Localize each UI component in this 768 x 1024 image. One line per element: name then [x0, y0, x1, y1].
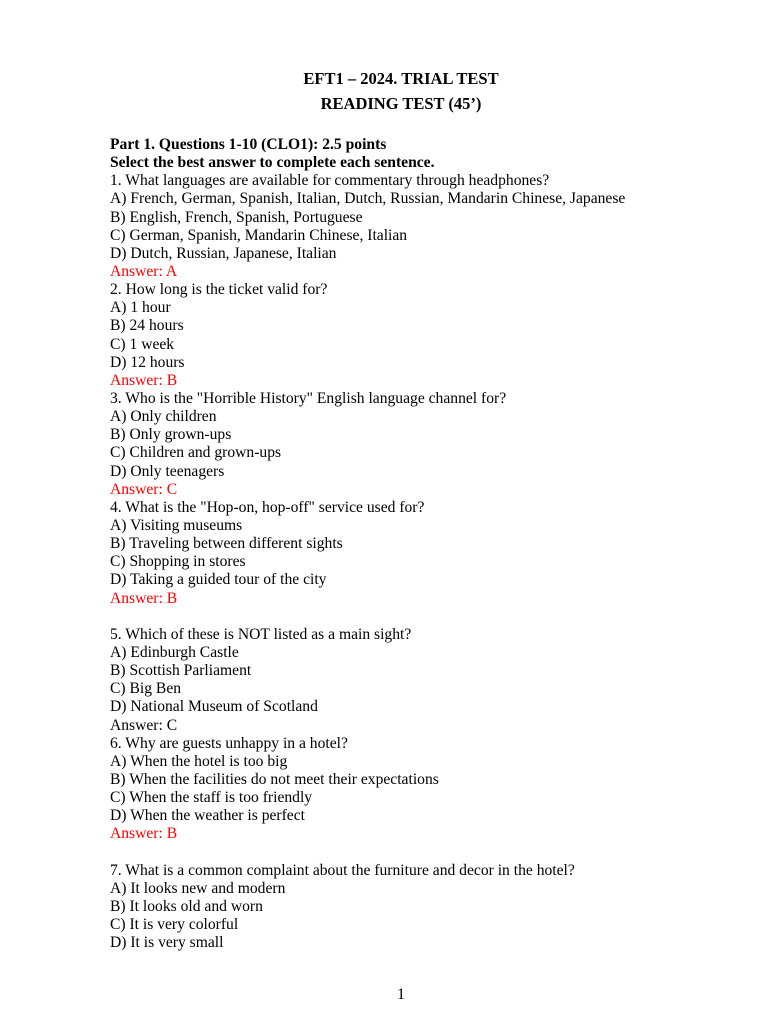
question-text: 5. Which of these is NOT listed as a main sight?	[110, 625, 412, 643]
option-d: D) Dutch, Russian, Japanese, Italian	[110, 244, 337, 262]
option-a: A) 1 hour	[110, 299, 171, 317]
paragraph-spacer	[110, 843, 730, 861]
question-text: 2. How long is the ticket valid for?	[110, 281, 328, 299]
option-c: C) It is very colorful	[110, 916, 239, 934]
option-c: C) Shopping in stores	[110, 553, 246, 571]
answer-key: Answer: B	[110, 371, 178, 389]
answer-key: Answer: A	[110, 262, 178, 280]
answer-key: Answer: C	[110, 716, 178, 734]
question-block	[110, 626, 730, 735]
option-a: A) Only children	[110, 408, 217, 426]
option-b: B) It looks old and worn	[110, 897, 263, 915]
option-b: B) Scottish Parliament	[110, 662, 252, 680]
question-block	[110, 172, 730, 281]
option-c: C) Big Ben	[110, 680, 182, 698]
question-text: 6. Why are guests unhappy in a hotel?	[110, 734, 348, 752]
question-text: 7. What is a common complaint about the furniture and decor in the hotel?	[110, 861, 575, 879]
option-b: B) 24 hours	[110, 317, 184, 335]
answer-key: Answer: C	[110, 480, 178, 498]
paragraph-spacer	[110, 608, 730, 626]
question-block	[110, 390, 730, 499]
option-d: D) 12 hours	[110, 353, 185, 371]
option-d: D) Only teenagers	[110, 462, 225, 480]
option-a: A) It looks new and modern	[110, 879, 286, 897]
option-a: A) When the hotel is too big	[110, 752, 288, 770]
question-text: 1. What languages are available for commentary through headphones?	[110, 172, 550, 190]
page-number: 1	[397, 986, 405, 1003]
option-d: D) Taking a guided tour of the city	[110, 571, 327, 589]
option-b: B) English, French, Spanish, Portuguese	[110, 208, 363, 226]
option-d: D) When the weather is perfect	[110, 807, 305, 825]
option-a: A) French, German, Spanish, Italian, Dutch, Russian, Mandarin Chinese, Japanese	[110, 190, 626, 208]
document-subtitle: READING TEST (45’)	[320, 94, 482, 113]
option-c: C) German, Spanish, Mandarin Chinese, Italian	[110, 226, 408, 244]
option-b: B) Only grown-ups	[110, 426, 232, 444]
document-title: EFT1 – 2024. TRIAL TEST	[303, 69, 499, 88]
answer-key: Answer: B	[110, 589, 178, 607]
option-d: D) It is very small	[110, 934, 224, 952]
question-block	[110, 735, 730, 844]
option-d: D) National Museum of Scotland	[110, 698, 318, 716]
question-text: 3. Who is the "Horrible History" English language channel for?	[110, 389, 507, 407]
option-b: B) When the facilities do not meet their expectations	[110, 770, 439, 788]
option-a: A) Edinburgh Castle	[110, 643, 239, 661]
question-block	[110, 862, 730, 953]
option-a: A) Visiting museums	[110, 516, 243, 534]
question-text: 4. What is the "Hop-on, hop-off" service used for?	[110, 498, 425, 516]
part-instruction: Select the best answer to complete each sentence.	[110, 154, 435, 172]
document-body	[110, 136, 730, 952]
option-c: C) When the staff is too friendly	[110, 789, 313, 807]
part-heading: Part 1. Questions 1-10 (CLO1): 2.5 points	[110, 136, 387, 153]
answer-key: Answer: B	[110, 825, 178, 843]
question-block	[110, 499, 730, 608]
option-c: C) Children and grown-ups	[110, 444, 282, 462]
option-c: C) 1 week	[110, 335, 175, 353]
option-b: B) Traveling between different sights	[110, 535, 343, 553]
question-block	[110, 281, 730, 390]
